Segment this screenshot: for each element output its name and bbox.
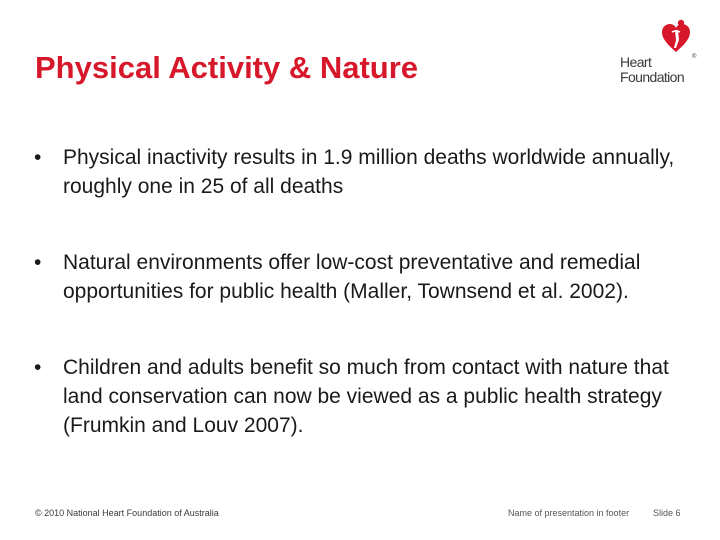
footer-slide-number: Slide 6	[653, 508, 681, 518]
bullet-text: Physical inactivity results in 1.9 million deaths worldwide annually, roughly one in 25 of all deaths	[63, 146, 675, 198]
bullet-text: Natural environments offer low-cost preventative and remedial opportunities for public health (Maller, Townsend et al. 2002).	[63, 251, 641, 303]
logo-word-heart: Heart	[620, 54, 652, 70]
registered-mark: ®	[692, 54, 697, 60]
bullet-list	[34, 143, 684, 440]
heart-figure-icon	[618, 18, 702, 58]
footer-presentation-name: Name of presentation in footer	[508, 508, 630, 518]
logo-word-foundation: Foundation	[620, 69, 685, 85]
bullet-icon: •	[34, 251, 42, 274]
bullet-text: Children and adults benefit so much from contact with nature that land conservation can now be viewed as a public health strategy (Frumkin and Louv 2007).	[63, 356, 669, 437]
slide-title: Physical Activity & Nature	[35, 50, 419, 85]
footer-copyright: © 2010 National Heart Foundation of Australia	[35, 508, 219, 518]
bullet-icon: •	[34, 146, 42, 169]
bullet-item	[34, 353, 684, 440]
heart-foundation-logo	[618, 18, 702, 88]
bullet-icon: •	[34, 356, 42, 379]
bullet-item	[34, 248, 684, 306]
bullet-item	[34, 143, 684, 201]
